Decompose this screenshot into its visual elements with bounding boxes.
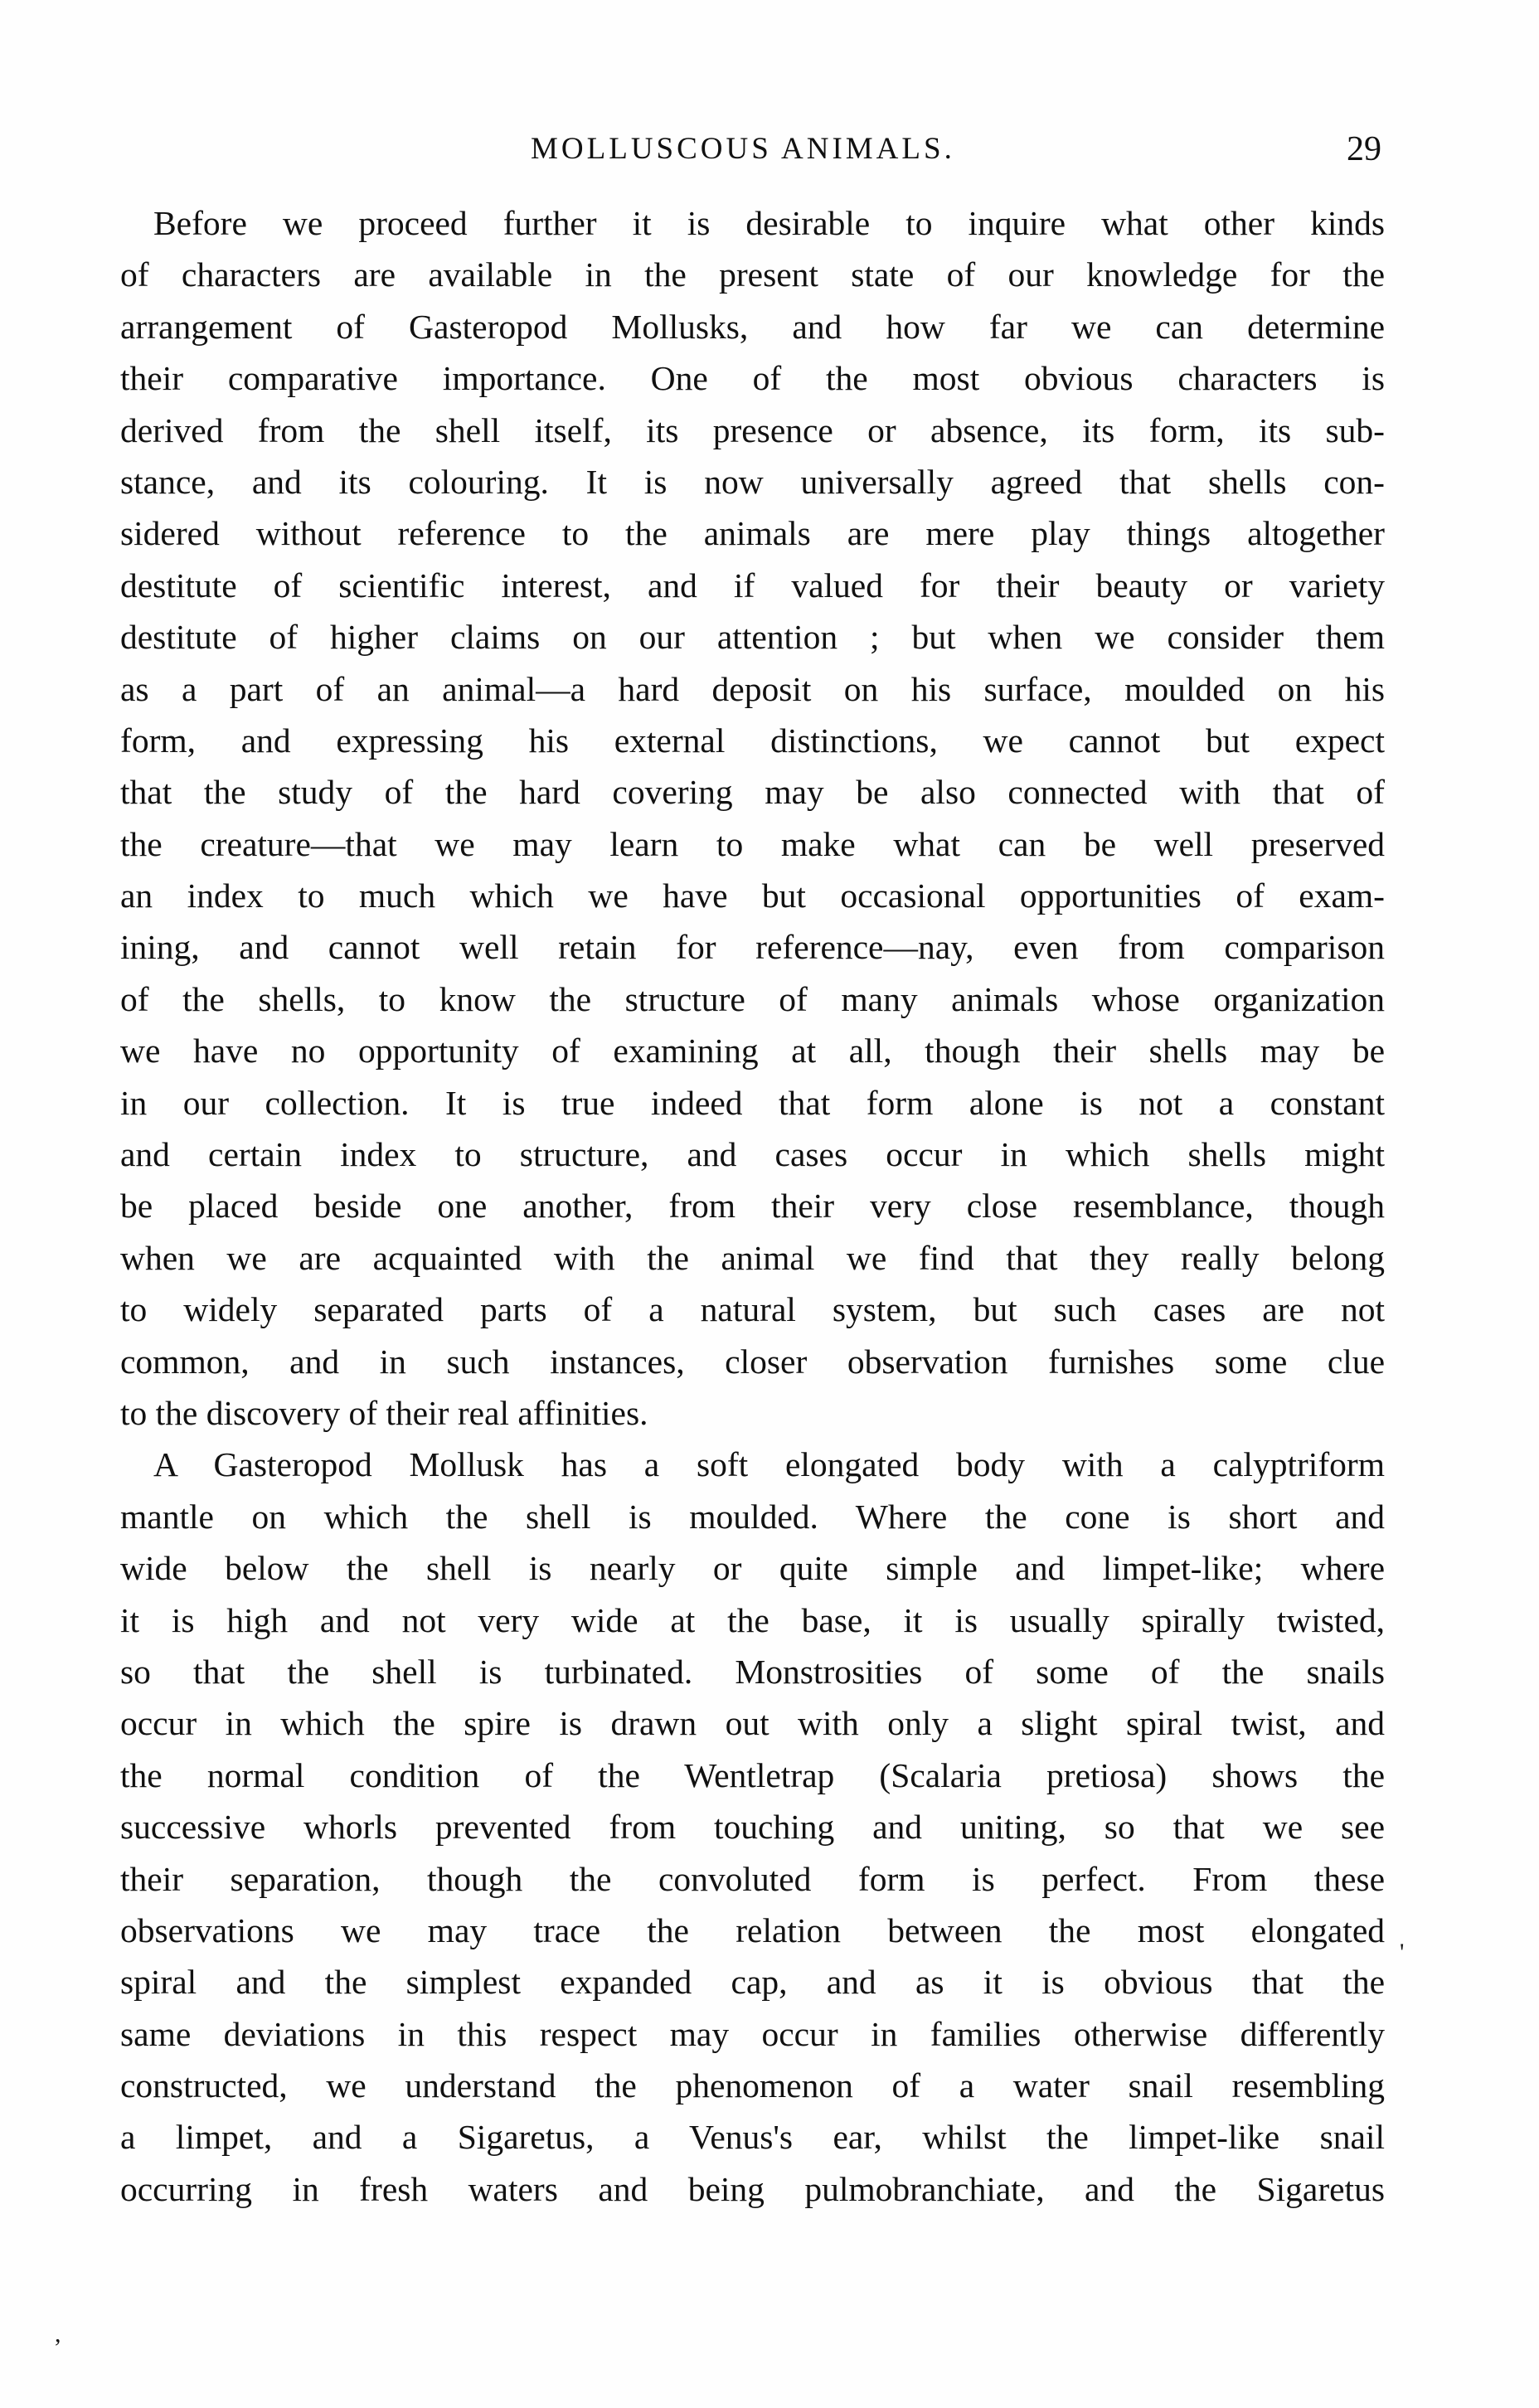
running-head — [0, 124, 1539, 174]
text-line: same deviations in this respect may occur in families otherwise differently — [120, 2014, 1385, 2053]
text-line: mantle on which the shell is moulded. Where the cone is short and — [120, 1497, 1385, 1536]
text-line: the creature—that we may learn to make what can be well preserved — [120, 824, 1385, 863]
text-line: their separation, though the convoluted form is perfect. From these — [120, 1859, 1385, 1898]
text-line: derived from the shell itself, its presence or absence, its form, its sub- — [120, 410, 1385, 449]
body-text — [120, 197, 1385, 2215]
text-line: occur in which the spire is drawn out with only a slight spiral twist, and — [120, 1704, 1385, 1743]
text-line: stance, and its colouring. It is now universally agreed that shells con- — [120, 462, 1385, 501]
text-line: ining, and cannot well retain for reference—nay, even from comparison — [120, 928, 1385, 967]
paragraph-1 — [120, 197, 1385, 1439]
running-title: MOLLUSCOUS ANIMALS. — [531, 132, 955, 166]
text-line: A Gasteropod Mollusk has a soft elongated body with a calyptriform — [153, 1445, 1385, 1484]
paragraph-2 — [120, 1439, 1385, 2215]
text-line: Before we proceed further it is desirable to inquire what other kinds — [153, 204, 1385, 242]
text-line: wide below the shell is nearly or quite simple and limpet-like; where — [120, 1549, 1385, 1588]
text-line: form, and expressing his external distinctions, we cannot but expect — [120, 721, 1385, 760]
text-line: to widely separated parts of a natural system, but such cases are not — [120, 1290, 1385, 1329]
text-line: as a part of an animal—a hard deposit on his surface, moulded on his — [120, 669, 1385, 708]
text-line: their comparative importance. One of the most obvious characters is — [120, 359, 1385, 398]
text-line: the normal condition of the Wentletrap (Scalaria pretiosa) shows the — [120, 1755, 1385, 1794]
text-line: we have no opportunity of examining at all, though their shells may be — [120, 1032, 1385, 1070]
margin-tick-mark: ' — [1400, 1939, 1405, 1966]
text-line: common, and in such instances, closer observation furnishes some clue — [120, 1342, 1385, 1381]
text-line: to the discovery of their real affinities. — [120, 1393, 648, 1432]
text-line: spiral and the simplest expanded cap, and as it is obvious that the — [120, 1963, 1385, 2002]
text-line: occurring in fresh waters and being pulmobranchiate, and the Sigaretus — [120, 2169, 1385, 2208]
text-line: an index to much which we have but occasional opportunities of exam- — [120, 876, 1385, 915]
text-line: of the shells, to know the structure of many animals whose organization — [120, 979, 1385, 1018]
text-line: a limpet, and a Sigaretus, a Venus's ear, whilst the limpet-like snail — [120, 2118, 1385, 2157]
text-line: it is high and not very wide at the base, it is usually spirally twisted, — [120, 1600, 1385, 1639]
text-line: arrangement of Gasteropod Mollusks, and how far we can determine — [120, 307, 1385, 346]
text-line: that the study of the hard covering may be also connected with that of — [120, 773, 1385, 812]
text-line: and certain index to structure, and cases occur in which shells might — [120, 1135, 1385, 1174]
corner-tick-mark: , — [55, 2320, 61, 2347]
text-line: successive whorls prevented from touching and uniting, so that we see — [120, 1808, 1385, 1847]
text-line: so that the shell is turbinated. Monstrosities of some of the snails — [120, 1652, 1385, 1691]
text-line: when we are acquainted with the animal we find that they really belong — [120, 1238, 1385, 1277]
text-line: sidered without reference to the animals are mere play things altogether — [120, 514, 1385, 553]
text-line: be placed beside one another, from their very close resemblance, though — [120, 1187, 1385, 1226]
text-line: constructed, we understand the phenomenon of a water snail resembling — [120, 2066, 1385, 2105]
text-line: destitute of scientific interest, and if valued for their beauty or variety — [120, 566, 1385, 604]
text-line: in our collection. It is true indeed that form alone is not a constant — [120, 1083, 1385, 1122]
page-number: 29 — [1347, 130, 1381, 168]
text-line: of characters are available in the present state of our knowledge for the — [120, 255, 1385, 294]
text-line: observations we may trace the relation between the most elongated — [120, 1910, 1385, 1949]
text-line: destitute of higher claims on our attention ; but when we consider them — [120, 618, 1385, 657]
